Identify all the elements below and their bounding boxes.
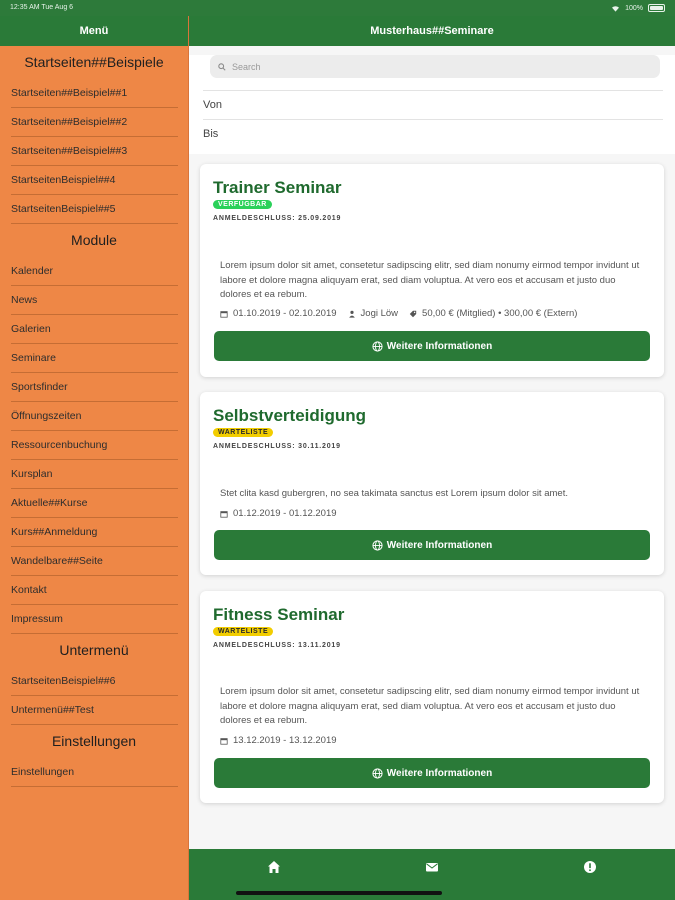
sidebar-item-kontakt[interactable]: Kontakt bbox=[11, 576, 178, 605]
wifi-icon bbox=[611, 5, 620, 12]
sidebar-item-kalender[interactable]: Kalender bbox=[11, 257, 178, 286]
sidebar-item-startseiten-6[interactable]: StartseitenBeispiel##6 bbox=[11, 667, 178, 696]
seminar-meta bbox=[220, 735, 337, 746]
seminar-meta bbox=[220, 308, 577, 319]
page-title: Musterhaus##Seminare bbox=[189, 16, 675, 46]
seminar-deadline: ANMELDESCHLUSS: 30.11.2019 bbox=[213, 443, 341, 450]
status-badge: WARTELISTE bbox=[213, 428, 273, 437]
seminar-card bbox=[200, 591, 664, 803]
more-info-label: Weitere Informationen bbox=[386, 340, 493, 352]
battery-icon bbox=[648, 4, 665, 12]
status-time: 12:35 AM Tue Aug 6 bbox=[10, 4, 74, 11]
seminar-title: Fitness Seminar bbox=[213, 605, 345, 624]
filter-from[interactable]: Von bbox=[203, 90, 663, 119]
sidebar-item-wandelbare-seite[interactable]: Wandelbare##Seite bbox=[11, 547, 178, 576]
search-icon bbox=[218, 63, 226, 71]
sidebar-item-impressum[interactable]: Impressum bbox=[11, 605, 178, 634]
calendar-icon bbox=[220, 510, 228, 518]
seminar-price: 50,00 € (Mitglied) • 300,00 € (Extern) bbox=[422, 308, 578, 319]
sidebar-item-startseiten-2[interactable]: Startseiten##Beispiel##2 bbox=[11, 108, 178, 137]
status-badge: WARTELISTE bbox=[213, 627, 273, 636]
seminar-deadline: ANMELDESCHLUSS: 25.09.2019 bbox=[213, 215, 342, 222]
globe-icon bbox=[372, 540, 383, 551]
battery-percent: 100% bbox=[625, 4, 643, 12]
sidebar-item-seminare[interactable]: Seminare bbox=[11, 344, 178, 373]
sidebar-item-startseiten-3[interactable]: Startseiten##Beispiel##3 bbox=[11, 137, 178, 166]
sidebar-item-kurs-anmeldung[interactable]: Kurs##Anmeldung bbox=[11, 518, 178, 547]
status-right bbox=[611, 4, 665, 12]
more-info-button[interactable] bbox=[214, 758, 650, 788]
more-info-button[interactable] bbox=[214, 331, 650, 361]
seminar-card bbox=[200, 164, 664, 377]
seminar-deadline: ANMELDESCHLUSS: 13.11.2019 bbox=[213, 642, 341, 649]
globe-icon bbox=[372, 341, 383, 352]
sidebar-item-aktuelle-kurse[interactable]: Aktuelle##Kurse bbox=[11, 489, 178, 518]
sidebar-item-sportsfinder[interactable]: Sportsfinder bbox=[11, 373, 178, 402]
section-heading-einstellungen: Einstellungen bbox=[51, 733, 137, 749]
seminar-description: Lorem ipsum dolor sit amet, consetetur sadipscing elitr, sed diam nonumy eirmod tempor invidunt ut labore et dolore magna aliquyam erat, sed diam voluptua. At vero eos et accusam et justo duo dolores et ea rebum. bbox=[220, 686, 640, 727]
status-badge: VERFÜGBAR bbox=[213, 200, 272, 209]
sidebar-item-galerien[interactable]: Galerien bbox=[11, 315, 178, 344]
seminar-title: Trainer Seminar bbox=[213, 178, 342, 197]
tag-icon bbox=[409, 310, 417, 318]
filter-area bbox=[189, 55, 675, 154]
calendar-icon bbox=[220, 310, 228, 318]
more-info-button[interactable] bbox=[214, 530, 650, 560]
search-input[interactable] bbox=[232, 62, 612, 72]
main-panel bbox=[189, 16, 675, 900]
sidebar-item-startseiten-1[interactable]: Startseiten##Beispiel##1 bbox=[11, 79, 178, 108]
seminar-meta bbox=[220, 508, 337, 519]
calendar-icon bbox=[220, 737, 228, 745]
mail-icon[interactable] bbox=[425, 860, 439, 874]
seminar-card bbox=[200, 392, 664, 575]
more-info-label: Weitere Informationen bbox=[386, 767, 493, 779]
seminar-description: Stet clita kasd gubergren, no sea takimata sanctus est Lorem ipsum dolor sit amet. bbox=[220, 488, 568, 499]
home-icon[interactable] bbox=[267, 860, 281, 874]
sidebar-item-oeffnungszeiten[interactable]: Öffnungszeiten bbox=[11, 402, 178, 431]
sidebar-item-startseiten-5[interactable]: StartseitenBeispiel##5 bbox=[11, 195, 178, 224]
filter-to[interactable]: Bis bbox=[203, 119, 663, 148]
home-indicator bbox=[236, 891, 442, 895]
more-info-label: Weitere Informationen bbox=[386, 539, 493, 551]
globe-icon bbox=[372, 768, 383, 779]
section-heading-module: Module bbox=[71, 232, 117, 248]
sidebar bbox=[0, 16, 189, 900]
sidebar-item-ressourcenbuchung[interactable]: Ressourcenbuchung bbox=[11, 431, 178, 460]
search-bar[interactable] bbox=[210, 55, 660, 78]
seminar-dates: 13.12.2019 - 13.12.2019 bbox=[233, 735, 337, 746]
seminar-trainer: Jogi Löw bbox=[360, 308, 399, 319]
seminar-dates: 01.10.2019 - 02.10.2019 bbox=[233, 308, 337, 319]
sidebar-item-untermenue-test[interactable]: Untermenü##Test bbox=[11, 696, 178, 725]
status-bar bbox=[0, 0, 675, 16]
sidebar-item-einstellungen[interactable]: Einstellungen bbox=[11, 758, 178, 787]
sidebar-title: Menü bbox=[0, 16, 188, 46]
seminar-dates: 01.12.2019 - 01.12.2019 bbox=[233, 508, 337, 519]
sidebar-item-kursplan[interactable]: Kursplan bbox=[11, 460, 178, 489]
person-icon bbox=[348, 310, 356, 318]
seminar-title: Selbstverteidigung bbox=[213, 406, 367, 425]
section-heading-startseiten: Startseiten##Beispiele bbox=[24, 54, 164, 70]
section-heading-untermenue: Untermenü bbox=[59, 642, 129, 658]
sidebar-item-startseiten-4[interactable]: StartseitenBeispiel##4 bbox=[11, 166, 178, 195]
sidebar-item-news[interactable]: News bbox=[11, 286, 178, 315]
seminar-description: Lorem ipsum dolor sit amet, consetetur sadipscing elitr, sed diam nonumy eirmod tempor invidunt ut labore et dolore magna aliquyam erat, sed diam voluptua. At vero eos et accusam et justo duo dolores et ea rebum. bbox=[220, 260, 640, 301]
info-icon[interactable] bbox=[583, 860, 597, 874]
